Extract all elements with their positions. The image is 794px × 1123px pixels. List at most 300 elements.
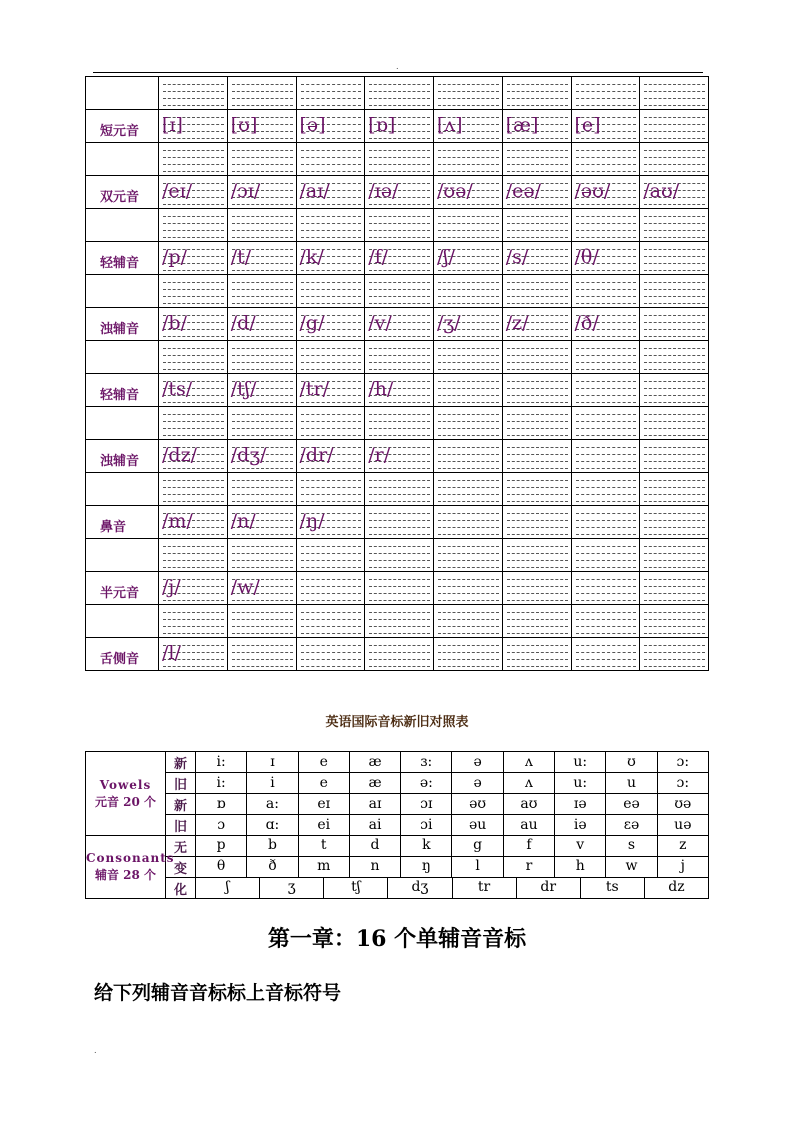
phonetic-symbol: /m/	[162, 510, 193, 532]
phonetic-symbol: [ʊ]	[230, 114, 258, 136]
sheet-row	[86, 77, 709, 110]
writing-cell	[365, 143, 434, 176]
phonetic-symbol: [ə]	[299, 114, 326, 136]
writing-cell	[159, 308, 228, 341]
writing-cell	[502, 374, 571, 407]
guide-lines	[507, 407, 568, 439]
phonetic-symbol: [ʌ]	[437, 114, 463, 136]
vowel-symbol-cell: e	[298, 752, 349, 773]
phonetic-symbol: /aʊ/	[643, 180, 680, 202]
writing-cell	[434, 605, 503, 638]
guide-lines	[576, 440, 637, 472]
consonant-symbol: l	[451, 857, 502, 877]
sheet-row-label-cell	[86, 539, 159, 572]
guide-lines	[369, 638, 430, 670]
guide-lines	[576, 572, 637, 604]
consonant-symbol: θ	[216, 858, 226, 874]
guide-lines	[507, 572, 568, 604]
guide-lines	[369, 77, 430, 109]
writing-cell	[365, 341, 434, 374]
phonetic-symbol: [ɒ]	[368, 114, 396, 136]
chapter-title: 第一章：16 个单辅音音标	[267, 926, 527, 952]
footer-mark: .	[94, 1046, 97, 1055]
phonetic-symbol: /ɪə/	[368, 180, 399, 202]
writing-cell	[502, 308, 571, 341]
guide-lines	[438, 638, 499, 670]
vowel-symbol-cell: ɔ	[196, 815, 247, 836]
consonant-symbol: d	[349, 836, 400, 856]
guide-lines	[438, 473, 499, 505]
writing-cell	[502, 110, 571, 143]
vowel-symbol-cell: i	[247, 773, 298, 794]
guide-lines	[644, 110, 705, 142]
guide-lines	[438, 275, 499, 307]
writing-cell	[296, 440, 365, 473]
writing-cell	[365, 539, 434, 572]
writing-cell	[571, 110, 640, 143]
writing-cell	[571, 77, 640, 110]
writing-cell	[434, 242, 503, 275]
vowel-symbol-cell: ɛə	[606, 815, 657, 836]
phonetic-symbol: /dʒ/	[230, 444, 267, 466]
writing-cell	[640, 638, 709, 671]
guide-lines	[576, 506, 637, 538]
phonetic-symbol: /ts/	[162, 378, 193, 400]
writing-cell	[640, 176, 709, 209]
writing-cell	[571, 374, 640, 407]
writing-cell	[296, 605, 365, 638]
sheet-row	[86, 506, 709, 539]
guide-lines	[576, 539, 637, 571]
vowel-symbol-cell: eɪ	[298, 794, 349, 815]
phonetic-symbol: [æ]	[505, 114, 539, 136]
writing-cell	[365, 77, 434, 110]
guide-lines	[369, 506, 430, 538]
phonetic-symbol: /ʊə/	[437, 180, 473, 202]
writing-cell	[365, 374, 434, 407]
writing-cell	[227, 77, 296, 110]
writing-cell	[159, 506, 228, 539]
phonetic-symbol: /ʃ/	[437, 246, 455, 268]
writing-cell	[365, 176, 434, 209]
consonant-subrow	[196, 878, 708, 898]
guide-lines	[644, 407, 705, 439]
consonant-subrow	[196, 836, 708, 856]
writing-cell	[227, 176, 296, 209]
guide-lines	[163, 143, 224, 175]
writing-cell	[365, 407, 434, 440]
consonant-symbol: dʒ	[387, 878, 451, 898]
phonetic-symbol: /k/	[299, 246, 324, 268]
writing-cell	[502, 440, 571, 473]
phonetic-symbol: /əʊ/	[574, 180, 611, 202]
consonant-symbol: p	[216, 837, 226, 853]
guide-lines	[507, 440, 568, 472]
guide-lines	[644, 209, 705, 241]
consonant-symbol: g	[451, 836, 502, 856]
consonant-symbol: dz	[644, 878, 708, 898]
vowel-symbol-cell: eə	[606, 794, 657, 815]
guide-lines	[163, 539, 224, 571]
guide-lines	[644, 308, 705, 340]
writing-cell	[571, 440, 640, 473]
vowel-symbol-cell: ʌ	[503, 773, 554, 794]
writing-cell	[159, 539, 228, 572]
consonant-symbol: b	[246, 836, 297, 856]
sheet-row-label-cell	[86, 374, 159, 407]
guide-lines	[576, 77, 637, 109]
writing-cell	[227, 341, 296, 374]
guide-lines	[163, 605, 224, 637]
phonetic-symbol: /h/	[368, 378, 394, 400]
guide-lines	[301, 473, 362, 505]
sheet-row-label: 轻辅音	[100, 388, 140, 403]
writing-cell	[365, 605, 434, 638]
guide-lines	[438, 341, 499, 373]
writing-cell	[227, 572, 296, 605]
phonetic-symbol: /d/	[230, 312, 256, 334]
phonetic-symbol: /eə/	[505, 180, 542, 202]
guide-lines	[369, 341, 430, 373]
writing-cell	[227, 308, 296, 341]
sheet-row-label-cell	[86, 572, 159, 605]
writing-cell	[434, 77, 503, 110]
consonant-symbol: j	[657, 857, 708, 877]
sheet-row-label: 轻辅音	[100, 256, 140, 271]
vowel-symbol-cell: æ	[349, 752, 400, 773]
writing-cell	[434, 143, 503, 176]
writing-cell	[296, 506, 365, 539]
vowel-symbol-cell: i:	[196, 773, 247, 794]
writing-cell	[159, 572, 228, 605]
guide-lines	[507, 638, 568, 670]
writing-cell	[640, 506, 709, 539]
writing-cell	[227, 110, 296, 143]
guide-lines	[438, 374, 499, 406]
writing-cell	[571, 341, 640, 374]
writing-cell	[365, 572, 434, 605]
guide-lines	[232, 275, 293, 307]
sheet-row-label-cell	[86, 176, 159, 209]
guide-lines	[369, 473, 430, 505]
guide-lines	[369, 572, 430, 604]
writing-cell	[159, 341, 228, 374]
consonant-symbol: ts	[580, 878, 644, 898]
sheet-row-label-cell	[86, 209, 159, 242]
vowel-symbol-cell: ɔ:	[657, 752, 708, 773]
sheet-row-label-cell	[86, 638, 159, 671]
writing-cell	[159, 374, 228, 407]
vowel-symbol-cell: ai	[349, 815, 400, 836]
guide-lines	[438, 209, 499, 241]
writing-cell	[159, 209, 228, 242]
consonants-label-cn: 辅音 28 个	[94, 868, 157, 882]
vowel-symbol-cell: uə	[657, 815, 708, 836]
guide-lines	[232, 473, 293, 505]
guide-lines	[507, 539, 568, 571]
guide-lines	[438, 407, 499, 439]
phonetic-symbol: /tr/	[299, 378, 330, 400]
guide-lines	[507, 209, 568, 241]
writing-cell	[296, 143, 365, 176]
guide-lines	[576, 209, 637, 241]
writing-cell	[365, 110, 434, 143]
writing-cell	[640, 209, 709, 242]
writing-cell	[227, 374, 296, 407]
phonetic-symbol: /f/	[368, 246, 389, 268]
writing-cell	[434, 176, 503, 209]
sheet-row-label-cell	[86, 110, 159, 143]
vowel-symbol-cell: ɑ:	[247, 815, 298, 836]
sheet-row-label: 双元音	[100, 190, 140, 205]
writing-cell	[296, 275, 365, 308]
consonant-symbol: ŋ	[400, 857, 451, 877]
vowel-symbol-cell: ə	[452, 752, 503, 773]
vowel-symbol-cell: əʊ	[452, 794, 503, 815]
phonetic-symbol: /b/	[162, 312, 187, 334]
exercise-instruction: 给下列辅音音标标上音标符号	[94, 982, 342, 1004]
phonetic-symbol: /n/	[230, 510, 256, 532]
writing-cell	[296, 209, 365, 242]
guide-lines	[644, 143, 705, 175]
vowels-label-cn: 元音 20 个	[94, 794, 157, 809]
phonetic-symbol: /p/	[162, 246, 187, 268]
guide-lines	[232, 605, 293, 637]
guide-lines	[163, 407, 224, 439]
guide-lines	[644, 605, 705, 637]
writing-cell	[296, 407, 365, 440]
guide-lines	[369, 407, 430, 439]
guide-lines	[576, 638, 637, 670]
consonant-symbol: w	[605, 857, 656, 877]
writing-cell	[502, 341, 571, 374]
writing-cell	[640, 242, 709, 275]
vowel-symbol-cell: u:	[555, 752, 606, 773]
guide-lines	[163, 275, 224, 307]
writing-cell	[296, 242, 365, 275]
consonant-symbol: s	[605, 836, 656, 856]
guide-lines	[232, 638, 293, 670]
phonetic-symbol: /θ/	[574, 246, 599, 268]
writing-cell	[640, 110, 709, 143]
writing-cell	[434, 275, 503, 308]
writing-cell	[571, 539, 640, 572]
writing-cell	[502, 407, 571, 440]
writing-cell	[434, 374, 503, 407]
writing-cell	[502, 176, 571, 209]
phonetic-symbol: /z/	[505, 312, 529, 334]
writing-cell	[296, 110, 365, 143]
writing-cell	[227, 473, 296, 506]
sheet-row-label-cell	[86, 341, 159, 374]
writing-cell	[571, 209, 640, 242]
consonant-row	[196, 857, 709, 878]
writing-cell	[434, 209, 503, 242]
guide-lines	[163, 473, 224, 505]
guide-lines	[369, 539, 430, 571]
phonetic-symbol: /j/	[162, 576, 181, 598]
phonetic-symbol: /ŋ/	[299, 510, 325, 532]
header-mark: .	[396, 62, 399, 71]
guide-lines	[644, 473, 705, 505]
writing-cell	[227, 143, 296, 176]
consonant-row	[196, 836, 709, 857]
guide-lines	[232, 407, 293, 439]
guide-lines	[232, 209, 293, 241]
phonetic-symbol: /eɪ/	[162, 180, 193, 202]
writing-cell	[640, 143, 709, 176]
writing-cell	[365, 440, 434, 473]
guide-lines	[576, 275, 637, 307]
consonant-symbol: z	[657, 836, 708, 856]
guide-lines	[301, 341, 362, 373]
writing-cell	[227, 275, 296, 308]
writing-cell	[227, 209, 296, 242]
writing-cell	[571, 473, 640, 506]
writing-cell	[227, 440, 296, 473]
consonant-symbol: f	[503, 836, 554, 856]
phonetic-practice-sheet	[85, 76, 709, 671]
writing-cell	[434, 110, 503, 143]
phonetic-symbol: [ɪ]	[162, 114, 183, 136]
sheet-row-label-cell	[86, 473, 159, 506]
guide-lines	[163, 209, 224, 241]
writing-cell	[296, 572, 365, 605]
consonant-symbol: v	[554, 836, 605, 856]
guide-lines	[507, 506, 568, 538]
guide-lines	[301, 209, 362, 241]
writing-cell	[502, 506, 571, 539]
sheet-row-label-cell	[86, 242, 159, 275]
vowel-symbol-cell: ei	[298, 815, 349, 836]
vowel-symbol-cell: i:	[196, 752, 247, 773]
writing-cell	[227, 539, 296, 572]
sheet-row	[86, 473, 709, 506]
sheet-row-label-cell	[86, 77, 159, 110]
writing-cell	[640, 374, 709, 407]
guide-lines	[644, 572, 705, 604]
writing-cell	[571, 605, 640, 638]
guide-lines	[507, 374, 568, 406]
sheet-row	[86, 572, 709, 605]
writing-cell	[640, 341, 709, 374]
writing-cell	[227, 605, 296, 638]
vowel-symbol-cell: a:	[247, 794, 298, 815]
writing-cell	[159, 242, 228, 275]
guide-lines	[301, 143, 362, 175]
writing-cell	[502, 572, 571, 605]
vowel-symbol-cell: au	[503, 815, 554, 836]
writing-cell	[571, 143, 640, 176]
tag-nochange-3: 化	[166, 878, 196, 899]
sheet-row	[86, 275, 709, 308]
sheet-row-label-cell	[86, 308, 159, 341]
writing-cell	[365, 308, 434, 341]
writing-cell	[502, 638, 571, 671]
writing-cell	[502, 143, 571, 176]
vowels-label-en: Vowels	[99, 777, 152, 792]
guide-lines	[369, 209, 430, 241]
sheet-row	[86, 242, 709, 275]
sheet-row	[86, 374, 709, 407]
vowel-symbol-cell: əu	[452, 815, 503, 836]
sheet-row	[86, 143, 709, 176]
phonetic-symbol: /r/	[368, 444, 391, 466]
guide-lines	[301, 407, 362, 439]
writing-cell	[296, 176, 365, 209]
writing-cell	[159, 77, 228, 110]
writing-cell	[640, 605, 709, 638]
writing-cell	[571, 407, 640, 440]
writing-cell	[640, 407, 709, 440]
phonetic-symbol: /tʃ/	[230, 378, 257, 400]
writing-cell	[365, 638, 434, 671]
consonant-symbol: ʒ	[259, 878, 323, 898]
sheet-row-label: 浊辅音	[100, 322, 140, 337]
sheet-row	[86, 110, 709, 143]
guide-lines	[301, 77, 362, 109]
sheet-row-label: 舌侧音	[100, 652, 140, 667]
writing-cell	[159, 440, 228, 473]
vowel-symbol-cell: iə	[555, 815, 606, 836]
writing-cell	[296, 308, 365, 341]
consonant-symbol: dr	[516, 878, 580, 898]
writing-cell	[365, 275, 434, 308]
sheet-row	[86, 638, 709, 671]
sheet-row-label: 半元音	[100, 586, 140, 601]
phonetic-symbol: /v/	[368, 312, 392, 334]
guide-lines	[163, 341, 224, 373]
guide-lines	[232, 77, 293, 109]
vowels-header	[86, 752, 166, 836]
header-rule	[93, 72, 703, 73]
writing-cell	[227, 242, 296, 275]
writing-cell	[434, 473, 503, 506]
writing-cell	[571, 242, 640, 275]
phonetic-symbol: /ð/	[574, 312, 599, 334]
vowel-symbol-cell: ɜ:	[401, 752, 452, 773]
guide-lines	[644, 374, 705, 406]
consonant-symbol: k	[400, 836, 451, 856]
phonetic-symbol: /dr/	[299, 444, 334, 466]
writing-cell	[571, 176, 640, 209]
guide-lines	[507, 605, 568, 637]
vowel-symbol-cell: ɔɪ	[401, 794, 452, 815]
sheet-row-label: 短元音	[100, 124, 140, 139]
guide-lines	[507, 77, 568, 109]
guide-lines	[163, 77, 224, 109]
writing-cell	[159, 605, 228, 638]
writing-cell	[502, 539, 571, 572]
writing-cell	[640, 539, 709, 572]
writing-cell	[640, 440, 709, 473]
vowel-symbol-cell: ə:	[401, 773, 452, 794]
vowel-symbol-cell: ʊə	[657, 794, 708, 815]
consonant-symbol: tʃ	[323, 878, 387, 898]
writing-cell	[434, 440, 503, 473]
writing-cell	[502, 242, 571, 275]
writing-cell	[640, 275, 709, 308]
phonetic-symbol: /l/	[162, 642, 181, 664]
guide-lines	[301, 275, 362, 307]
writing-cell	[640, 473, 709, 506]
vowel-symbol-cell: ɔ:	[657, 773, 708, 794]
writing-cell	[434, 341, 503, 374]
writing-cell	[365, 242, 434, 275]
sheet-row	[86, 407, 709, 440]
guide-lines	[576, 473, 637, 505]
writing-cell	[502, 605, 571, 638]
